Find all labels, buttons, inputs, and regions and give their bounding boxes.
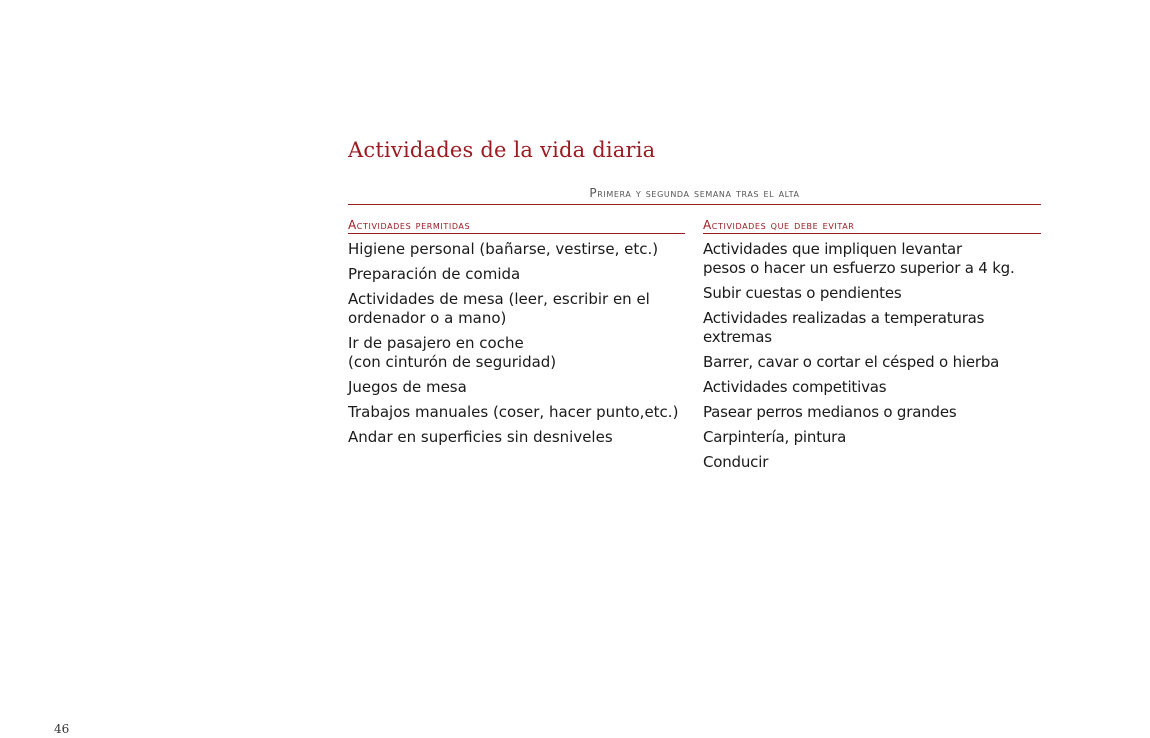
list-item: Barrer, cavar o cortar el césped o hierba	[703, 353, 1000, 371]
allowed-activities-column	[348, 218, 685, 453]
list-item: Higiene personal (bañarse, vestirse, etc.)	[348, 240, 659, 258]
list-item: Trabajos manuales (coser, hacer punto,etc.)	[348, 403, 679, 421]
list-item: Conducir	[703, 453, 769, 471]
list-item: Carpintería, pintura	[703, 428, 847, 446]
list-item: Actividades de mesa (leer, escribir en el ordenador o a mano)	[348, 290, 650, 327]
page-number: 46	[54, 722, 70, 736]
section-divider	[348, 204, 1041, 205]
avoid-activities-column	[703, 218, 1041, 478]
avoid-activities-header: Actividades que debe evitar	[703, 218, 1041, 234]
list-item: Juegos de mesa	[348, 378, 467, 396]
list-item: Pasear perros medianos o grandes	[703, 403, 957, 421]
list-item: Ir de pasajero en coche (con cinturón de seguridad)	[348, 334, 557, 371]
page-title: Actividades de la vida diaria	[348, 138, 656, 162]
allowed-activities-header: Actividades permitidas	[348, 218, 685, 234]
list-item: Preparación de comida	[348, 265, 521, 283]
section-subtitle: Primera y segunda semana tras el alta	[589, 186, 800, 200]
list-item: Actividades que impliquen levantar pesos o hacer un esfuerzo superior a 4 kg.	[703, 240, 1015, 277]
list-item: Actividades realizadas a temperaturas extremas	[703, 309, 985, 346]
list-item: Subir cuestas o pendientes	[703, 284, 902, 302]
allowed-activities-list	[348, 240, 685, 447]
list-item: Andar en superficies sin desniveles	[348, 428, 613, 446]
avoid-activities-list	[703, 240, 1041, 472]
list-item: Actividades competitivas	[703, 378, 887, 396]
